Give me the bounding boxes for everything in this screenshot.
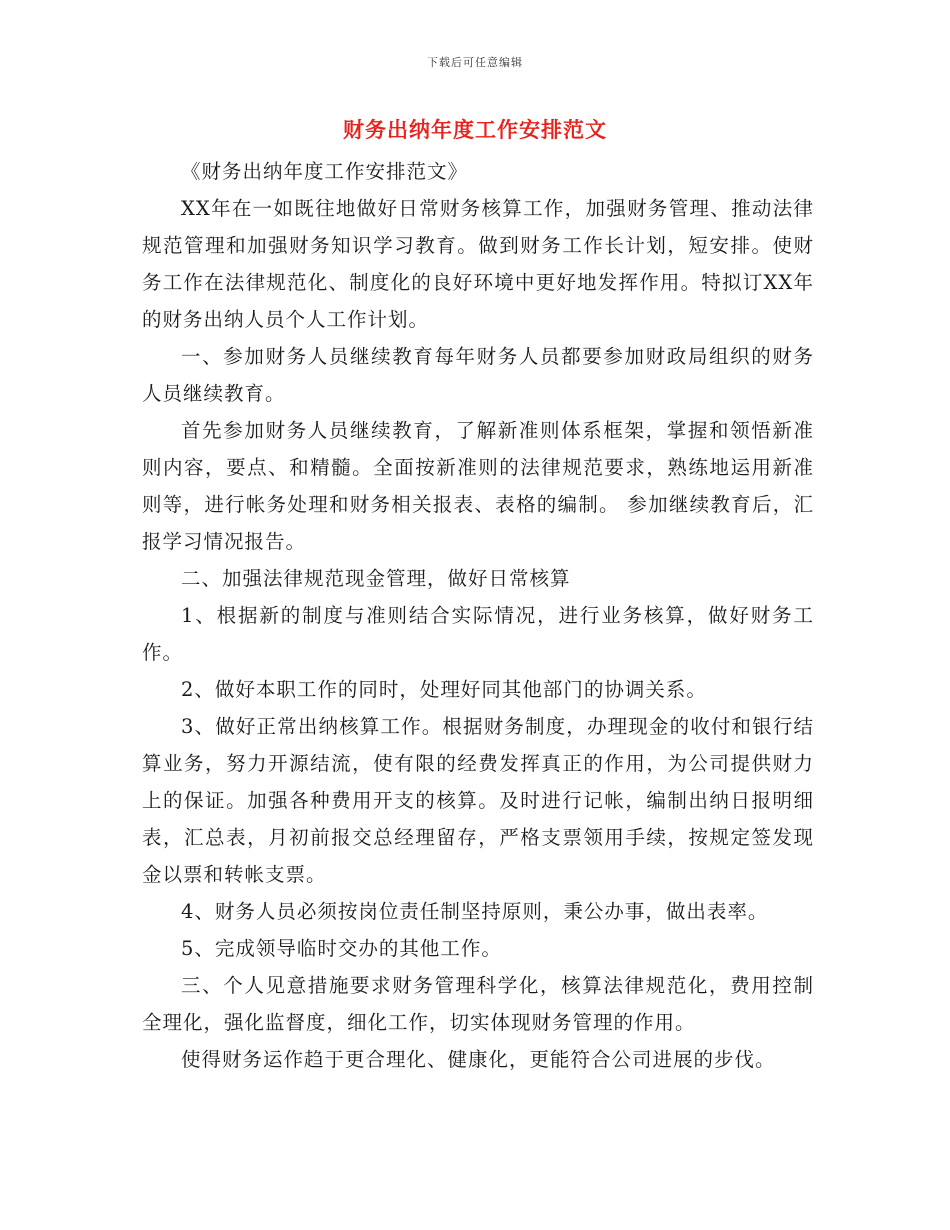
paragraph-item-4: 4、财务人员必须按岗位责任制坚持原则，秉公办事，做出表率。	[181, 900, 769, 923]
header-note: 下载后可任意编辑	[427, 56, 523, 69]
paragraph-quoted-title: 《财务出纳年度工作安排范文》	[181, 160, 469, 183]
document-title: 财务出纳年度工作安排范文	[343, 117, 607, 142]
paragraph-item-1: 1、根据新的制度与准则结合实际情况，进行业务核算，做好财务工作。	[142, 604, 814, 664]
paragraph-section-1-heading: 一、参加财务人员继续教育每年财务人员都要参加财政局组织的财务人员继续教育。	[142, 345, 814, 405]
paragraph-item-3: 3、做好正常出纳核算工作。根据财务制度，办理现金的收付和银行结算业务，努力开源结流，使有限的经费发挥真正的作用，为公司提供财力上的保证。加强各种费用开支的核算。及时进行记帐，编制出纳日报明细表，汇总表，月初前报交总经理留存，严格支票领用手续，按规定签发现金以票和转帐支票。	[142, 715, 814, 886]
paragraph-section-2-heading: 二、加强法律规范现金管理，做好日常核算	[181, 567, 571, 590]
paragraph-section-3: 三、个人见意措施要求财务管理科学化，核算法律规范化，费用控制全理化，强化监督度，细化工作，切实体现财务管理的作用。	[142, 974, 814, 1034]
paragraph-item-5: 5、完成领导临时交办的其他工作。	[181, 937, 502, 960]
paragraph-item-2: 2、做好本职工作的同时，处理好同其他部门的协调关系。	[181, 678, 707, 701]
document-body	[142, 153, 814, 1078]
paragraph-closing: 使得财务运作趋于更合理化、健康化，更能符合公司进展的步伐。	[181, 1048, 776, 1071]
paragraph-intro: XX年在一如既往地做好日常财务核算工作，加强财务管理、推动法律规范管理和加强财务知识学习教育。做到财务工作长计划，短安排。使财务工作在法律规范化、制度化的良好环境中更好地发挥作用。特拟订XX年的财务出纳人员个人工作计划。	[142, 197, 814, 331]
paragraph-section-1-body: 首先参加财务人员继续教育，了解新准则体系框架，掌握和领悟新准则内容，要点、和精髓。全面按新准则的法律规范要求，熟练地运用新准则等，进行帐务处理和财务相关报表、表格的编制。 参加继续教育后，汇报学习情况报告。	[142, 419, 814, 553]
